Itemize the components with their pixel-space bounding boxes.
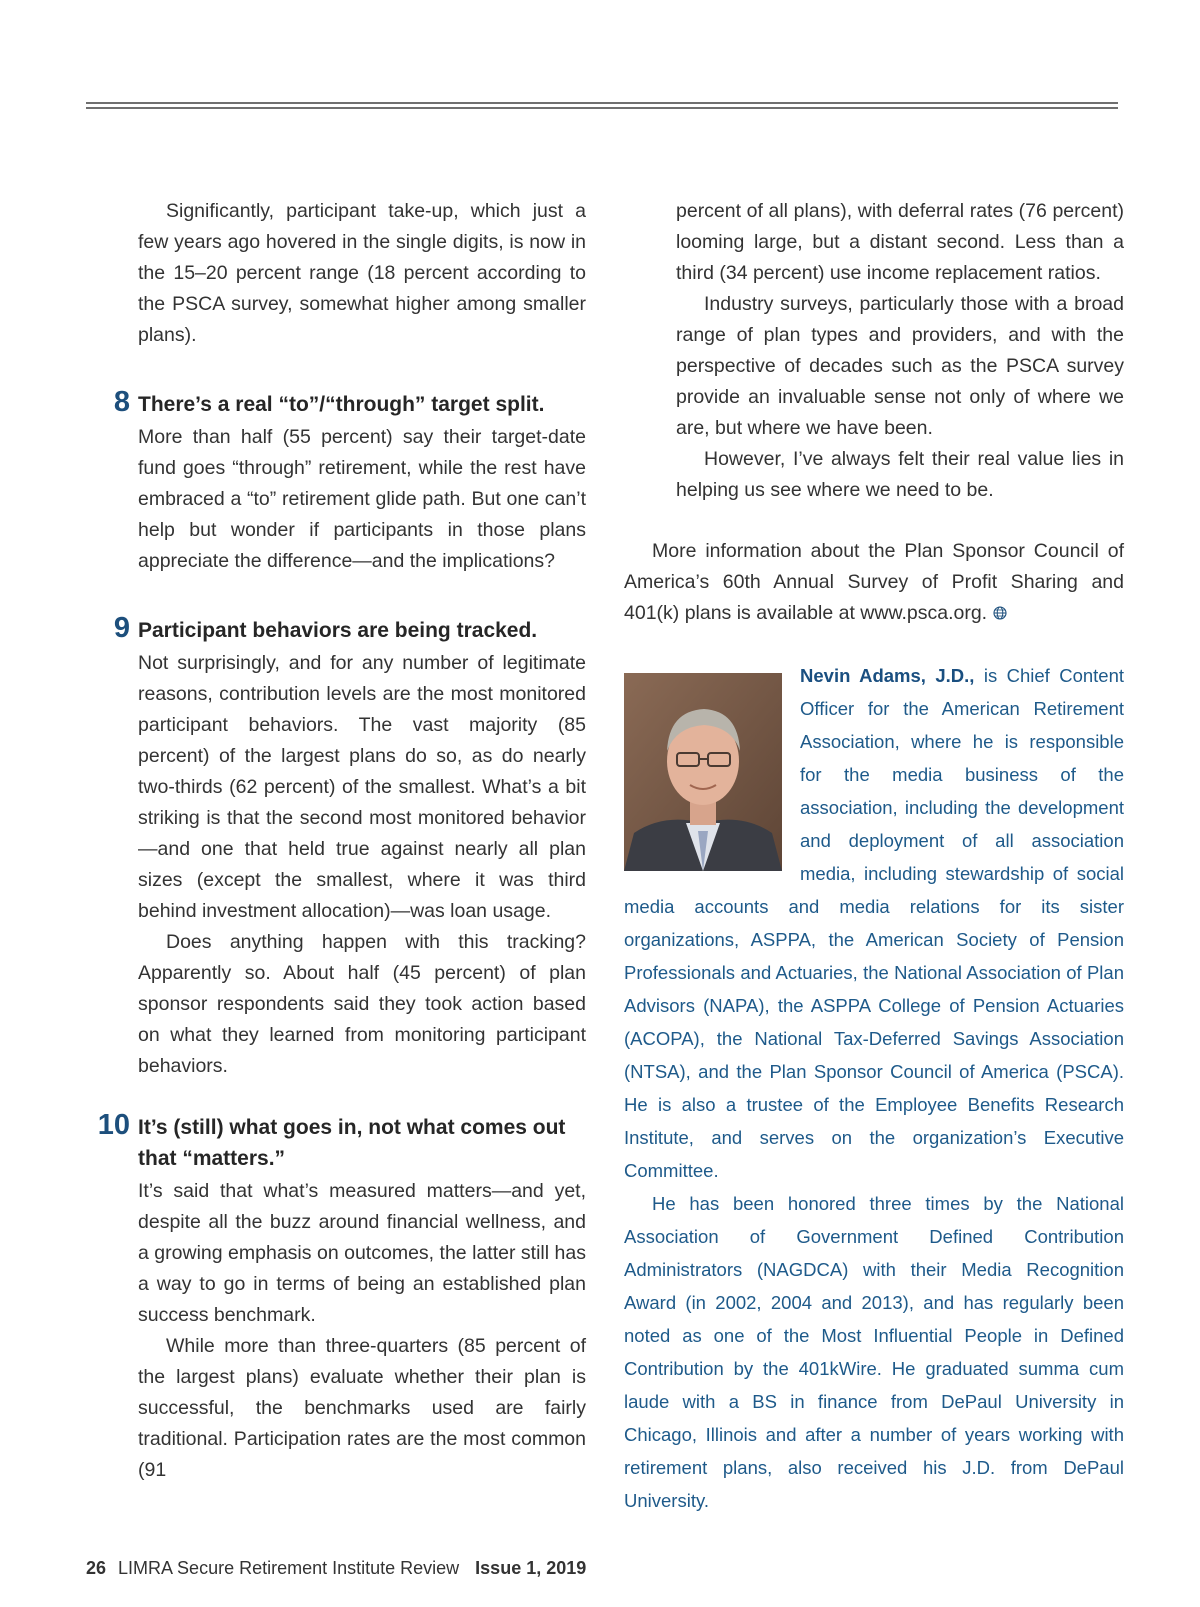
author-bio bbox=[624, 659, 1124, 1517]
more-info-block bbox=[624, 536, 1124, 629]
item-number: 9 bbox=[113, 612, 130, 644]
industry-surveys-paragraph: Industry surveys, particularly those with a broad range of plan types and providers, and with the perspective of decades such as the PSCA survey provide an invaluable sense not only of where we are, but where we have been. bbox=[676, 293, 1124, 439]
item-heading: There’s a real “to”/“through” target split. bbox=[138, 393, 545, 416]
author-portrait bbox=[624, 673, 782, 871]
bio-paragraph-2: He has been honored three times by the National Association of Government Defined Contribution Administrators (NAGDCA) with their Media Recognition Award (in 2002, 2004 and 2013), and has regularly been noted as one of the Most Influential People in Defined Contribution by the 401kWire. He graduated summa cum laude with a BS in finance from DePaul University in Chicago, Illinois and after a number of years working with retirement plans, also received his J.D. from DePaul University. bbox=[624, 1193, 1124, 1511]
more-info-text: More information about the Plan Sponsor Council of America’s 60th Annual Survey of Profit Sharing and 401(k) plans is available at www.psca.org. bbox=[624, 540, 1124, 624]
item-body: Not surprisingly, and for any number of legitimate reasons, contribution levels are the most monitored participant behaviors. The vast majority (85 percent) of the largest plans do so, as do nearly two-thirds (62 percent) of the smallest. What’s a bit striking is that the second most monitored behavior—and one that held true against nearly all plan sizes (except the smallest, where it was third behind investment allocation)—was loan usage. bbox=[138, 652, 586, 922]
real-value-paragraph: However, I’ve always felt their real value lies in helping us see where we need to be. bbox=[676, 448, 1124, 501]
item-body-2: Does anything happen with this tracking? Apparently so. About half (45 percent) of plan sponsor respondents said they took action based on what they learned from monitoring participant behaviors. bbox=[138, 931, 586, 1077]
item-number: 8 bbox=[113, 386, 130, 418]
author-name: Nevin Adams, J.D., bbox=[800, 665, 975, 686]
issue-label: Issue 1, 2019 bbox=[475, 1558, 587, 1578]
publication-title: LIMRA Secure Retirement Institute Review bbox=[118, 1558, 460, 1578]
item-heading: It’s (still) what goes in, not what comes out that “matters.” bbox=[138, 1116, 566, 1170]
item-heading: Participant behaviors are being tracked. bbox=[138, 619, 538, 642]
intro-paragraph: Significantly, participant take-up, which just a few years ago hovered in the single digits, is now in the 15–20 percent range (18 percent according to the PSCA survey, somewhat higher among smaller plans). bbox=[138, 200, 586, 346]
item-body: It’s said that what’s measured matters—and yet, despite all the buzz around financial wellness, and a growing emphasis on outcomes, the latter still has a way to go in terms of being an established plan success benchmark. bbox=[138, 1180, 586, 1326]
globe-icon bbox=[993, 606, 1007, 620]
list-item-8 bbox=[113, 386, 586, 577]
bio-text: is Chief Content Officer for the American Retirement Association, where he is responsible for the media business of the association, including the development and deployment of all association media, including stewardship of social media accounts and media relations for its sister organizations, ASPPA, the American Society of Pension Professionals and Actuaries, the National Association of Plan Advisors (NAPA), the ASPPA College of Pension Actuaries (ACOPA), the National Tax-Deferred Savings Association (NTSA), and the Plan Sponsor Council of America (PSCA). He is also a trustee of the Employee Benefits Research Institute, and serves on the organization’s Executive Committee. bbox=[624, 665, 1125, 1181]
left-column bbox=[97, 196, 586, 1486]
item-body-2: While more than three-quarters (85 percent of the largest plans) evaluate whether their plan is successful, the benchmarks used are fairly traditional. Participation rates are the most common (91 bbox=[138, 1335, 586, 1481]
page-number: 26 bbox=[86, 1558, 107, 1578]
list-item-10 bbox=[97, 1109, 586, 1486]
right-column bbox=[624, 196, 1124, 1517]
list-item-9 bbox=[113, 612, 586, 1082]
item-body: More than half (55 percent) say their target-date fund goes “through” retirement, while the rest have embraced a “to” retirement glide path. But one can’t help but wonder if participants in those plans appreciate the difference—and the implications? bbox=[138, 426, 586, 572]
item-number: 10 bbox=[97, 1109, 130, 1141]
more-info-paragraph bbox=[624, 536, 1124, 629]
header-rule-bottom bbox=[86, 107, 1118, 109]
header-rule-top bbox=[86, 102, 1118, 104]
page-footer bbox=[86, 1558, 586, 1579]
continued-paragraph: percent of all plans), with deferral rates (76 percent) looming large, but a distant second. Less than a third (34 percent) use income replacement ratios. bbox=[676, 200, 1124, 284]
